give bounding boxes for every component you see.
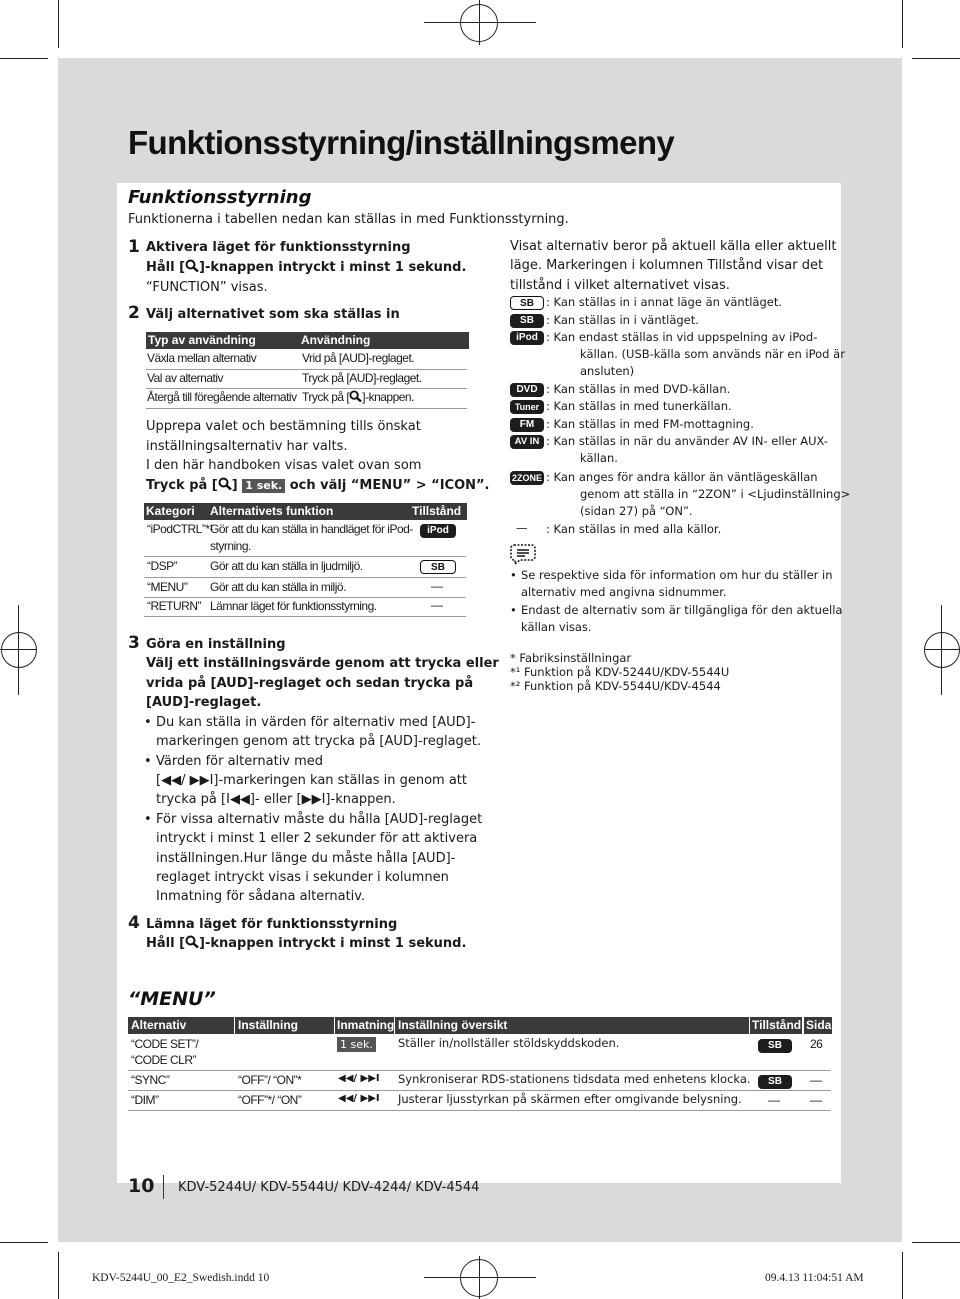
table-cell: Ställer in/nollställer stöldskyddskoden. — [398, 1036, 620, 1050]
table-cell: “RETURN” — [147, 599, 201, 613]
table-header: Inställning översikt — [395, 1017, 749, 1034]
table-header: Alternativ — [128, 1017, 234, 1034]
legend-text: ansluten) — [580, 364, 635, 378]
bullet: • — [510, 568, 517, 582]
table-cell: — — [810, 1093, 822, 1107]
footnote: *² Funktion på KDV-5544U/KDV-4544 — [510, 679, 721, 693]
text-part: och välj “MENU” — [285, 478, 416, 493]
dvd-badge: DVD — [510, 383, 544, 397]
table-header: Inmatning — [337, 1018, 395, 1032]
standby-badge: SB — [510, 314, 544, 328]
text-part: ]-knappen intryckt i minst 1 sekund. — [199, 260, 467, 275]
ipod-badge: iPod — [510, 331, 544, 345]
text-part: ]-knappen intryckt i minst 1 sekund. — [199, 936, 467, 951]
footer-models: KDV-5244U/ KDV-5544U/ KDV-4244/ KDV-4544 — [178, 1180, 480, 1195]
arrow-icon: > — [415, 478, 427, 493]
legend-text: : Kan ställas in med FM-mottagning. — [546, 417, 754, 431]
table-header: Användning — [298, 332, 469, 349]
table-cell: Synkroniserar RDS-stationens tidsdata med enhetens klocka. — [398, 1072, 751, 1086]
legend-text: : Kan ställas in i annat läge än väntläget. — [546, 295, 783, 309]
table-cell: — — [431, 579, 443, 593]
bullet-text: Inmatning för sådana alternativ. — [156, 889, 366, 904]
magnifier-icon — [218, 477, 232, 490]
table-cell: Gör att du kan ställa in miljö. — [210, 580, 346, 594]
step-number: 3 — [128, 633, 140, 653]
legend-text: (sidan 27) på “ON”. — [580, 504, 693, 518]
bullet-text: inställningen.Hur länge du måste hålla [AUD]- — [156, 851, 456, 866]
bullet-text: Värden för alternativ med — [156, 754, 324, 769]
step-title: Välj alternativet som ska ställas in — [146, 307, 400, 322]
standby-badge: SB — [758, 1039, 792, 1053]
table-header: Tillstånd — [410, 503, 467, 520]
step-number: 2 — [128, 303, 140, 323]
bullet-text: Du kan ställa in värden för alternativ med [AUD]- — [156, 715, 476, 730]
table-cell: “DIM” — [131, 1093, 159, 1107]
key-duration: 1 sek. — [337, 1037, 376, 1052]
bullet: • — [510, 603, 517, 617]
tuner-badge: Tuner — [510, 400, 544, 414]
table-header: Typ av användning — [146, 332, 298, 349]
text-part: Tryck på [ — [146, 478, 218, 493]
step-instruction: Välj ett inställningsvärde genom att trycka eller — [146, 656, 499, 671]
2zone-badge: 2ZONE — [511, 473, 542, 483]
table-header: Alternativets funktion — [208, 503, 410, 520]
legend-text: : Kan ställas in med tunerkällan. — [546, 399, 732, 413]
bullet: • — [144, 715, 152, 730]
magnifier-icon — [349, 390, 362, 402]
table-cell: “iPodCTRL”*¹ — [147, 522, 214, 536]
table-cell: — — [431, 598, 443, 612]
table-header: Inställning — [235, 1017, 334, 1034]
legend-text: källan. — [580, 451, 618, 465]
step-instruction: vrida på [AUD]-reglaget och sedan trycka på — [146, 676, 474, 691]
step-title: Göra en inställning — [146, 637, 286, 652]
legend-text: : Kan ställas in med DVD-källan. — [546, 382, 731, 396]
table-cell: Växla mellan alternativ — [147, 351, 257, 365]
body-text: I den här handboken visas valet ovan som — [146, 458, 422, 473]
body-text: läge. Markeringen i kolumnen Tillstånd visar det — [510, 258, 824, 273]
step-title: Lämna läget för funktionsstyrning — [146, 917, 398, 932]
print-info-right: 09.4.13 11:04:51 AM — [765, 1272, 864, 1284]
body-text: inställningsalternativ har valts. — [146, 439, 348, 454]
footer-divider — [163, 1175, 164, 1199]
intro-text: Funktionerna i tabellen nedan kan ställas in med Funktionsstyrning. — [128, 212, 569, 227]
table-header: Tillstånd — [752, 1018, 802, 1032]
seek-icon: ◀◀/ ▶▶I — [338, 1093, 380, 1104]
print-info-left: KDV-5244U_00_E2_Swedish.indd 10 — [92, 1272, 270, 1284]
table-cell: Gör att du kan ställa in handläget för iPod- — [210, 522, 413, 536]
legend-text: : Kan ställas in när du använder AV IN- eller AUX- — [546, 434, 828, 448]
standby-badge: SB — [510, 296, 544, 310]
step-note: “FUNCTION” visas. — [146, 280, 268, 295]
bullet-text: trycka på [I◀◀]- eller [▶▶I]-knappen. — [156, 792, 396, 807]
bullet-text: intryckt i minst 1 eller 2 sekunder för att aktivera — [156, 831, 478, 846]
fm-badge: FM — [510, 418, 544, 432]
table-cell: Justerar ljusstyrkan på skärmen efter omgivande belysning. — [398, 1092, 742, 1106]
body-text: Tryck på [ ] 1 sek. och välj “MENU” > “ICON”. — [146, 478, 490, 493]
table-cell — [302, 390, 414, 404]
step-number: 4 — [128, 913, 140, 933]
table-cell: “MENU” — [147, 580, 188, 594]
step-instruction — [146, 934, 466, 954]
table-cell: “CODE CLR” — [131, 1053, 197, 1067]
table-cell: Val av alternativ — [147, 371, 223, 385]
key-duration: 1 sek. — [242, 479, 285, 493]
bullet-text: För vissa alternativ måste du hålla [AUD]-reglaget — [156, 812, 483, 827]
page-title: Funktionsstyrning/inställningsmeny — [128, 124, 675, 161]
note-icon — [510, 543, 536, 565]
footnote: * Fabriksinställningar — [510, 651, 632, 665]
table-cell: “DSP” — [147, 559, 178, 573]
body-text: tillstånd i vilket alternativet visas. — [510, 278, 730, 293]
table-cell: “SYNC” — [131, 1073, 170, 1087]
step-title: Aktivera läget för funktionsstyrning — [146, 240, 411, 255]
text-part: Håll [ — [146, 260, 186, 275]
standby-badge: SB — [758, 1075, 792, 1089]
bullet-text: reglaget intryckt visas i sekunder i kolumnen — [156, 870, 449, 885]
text-part: ]-knappen. — [362, 390, 414, 404]
legend-text: : Kan endast ställas in vid uppspelning av iPod- — [546, 330, 818, 344]
legend-text: källan. (USB-källa som används när en iPod är — [580, 347, 845, 361]
page-number: 10 — [128, 1175, 155, 1197]
footnote: *¹ Funktion på KDV-5244U/KDV-5544U — [510, 665, 730, 679]
text-part: “ICON”. — [426, 478, 490, 493]
bullet: • — [144, 812, 152, 827]
table-cell: — — [810, 1073, 822, 1087]
step-number: 1 — [128, 237, 140, 257]
table-cell: “CODE SET”/ — [131, 1037, 199, 1051]
body-text: Upprepa valet och bestämning tills önskat — [146, 419, 421, 434]
av-in-badge: AV IN — [510, 435, 544, 449]
legend-text: : Kan anges för andra källor än väntlägeskällan — [546, 470, 818, 484]
table-cell: Lämnar läget för funktionsstyrning. — [210, 599, 377, 613]
note-text: alternativ med angivna sidnummer. — [521, 585, 727, 599]
magnifier-icon — [185, 935, 199, 948]
step-instruction: [AUD]-reglaget. — [146, 695, 262, 710]
table-cell: Gör att du kan ställa in ljudmiljö. — [210, 559, 363, 573]
note-text: Endast de alternativ som är tillgängliga för den aktuella — [521, 603, 843, 617]
seek-icon: ◀◀/ ▶▶I — [338, 1073, 380, 1084]
ipod-badge: iPod — [420, 524, 456, 538]
table-cell: “OFF”/ “ON”* — [238, 1073, 302, 1087]
table-header: Kategori — [144, 503, 208, 520]
table-cell: — — [768, 1093, 780, 1107]
standby-badge: SB — [420, 560, 456, 574]
menu-heading: “MENU” — [128, 988, 216, 1010]
table-cell: styrning. — [210, 539, 251, 553]
section-heading: Funktionsstyrning — [128, 187, 312, 208]
legend-text: genom att ställa in “2ZON” i <Ljudinställning> — [580, 487, 851, 501]
bullet-text: markeringen genom att trycka på [AUD]-reglaget. — [156, 734, 482, 749]
bullet: • — [144, 754, 152, 769]
table-header: Sida — [806, 1018, 832, 1032]
table-cell: Vrid på [AUD]-reglaget. — [302, 351, 415, 365]
table-cell: “OFF”*/ “ON” — [238, 1093, 302, 1107]
step-instruction — [146, 258, 466, 278]
text-part: Tryck på [ — [302, 390, 350, 404]
note-text: källan visas. — [521, 620, 592, 634]
note-text: Se respektive sida för information om hur du ställer in — [521, 568, 833, 582]
magnifier-icon — [185, 259, 199, 272]
body-text: Visat alternativ beror på aktuell källa eller aktuellt — [510, 239, 837, 254]
text-part: Håll [ — [146, 936, 186, 951]
table-cell: 26 — [810, 1037, 823, 1051]
table-cell: Återgå till föregående alternativ — [147, 390, 297, 404]
legend-text: : Kan ställas in med alla källor. — [546, 522, 722, 536]
legend-text: : Kan ställas in i väntläget. — [546, 313, 699, 327]
dash-symbol: — — [516, 521, 528, 535]
table-cell: Tryck på [AUD]-reglaget. — [302, 371, 422, 385]
bullet-text: [◀◀/ ▶▶I]-markeringen kan ställas in genom att — [156, 773, 467, 788]
